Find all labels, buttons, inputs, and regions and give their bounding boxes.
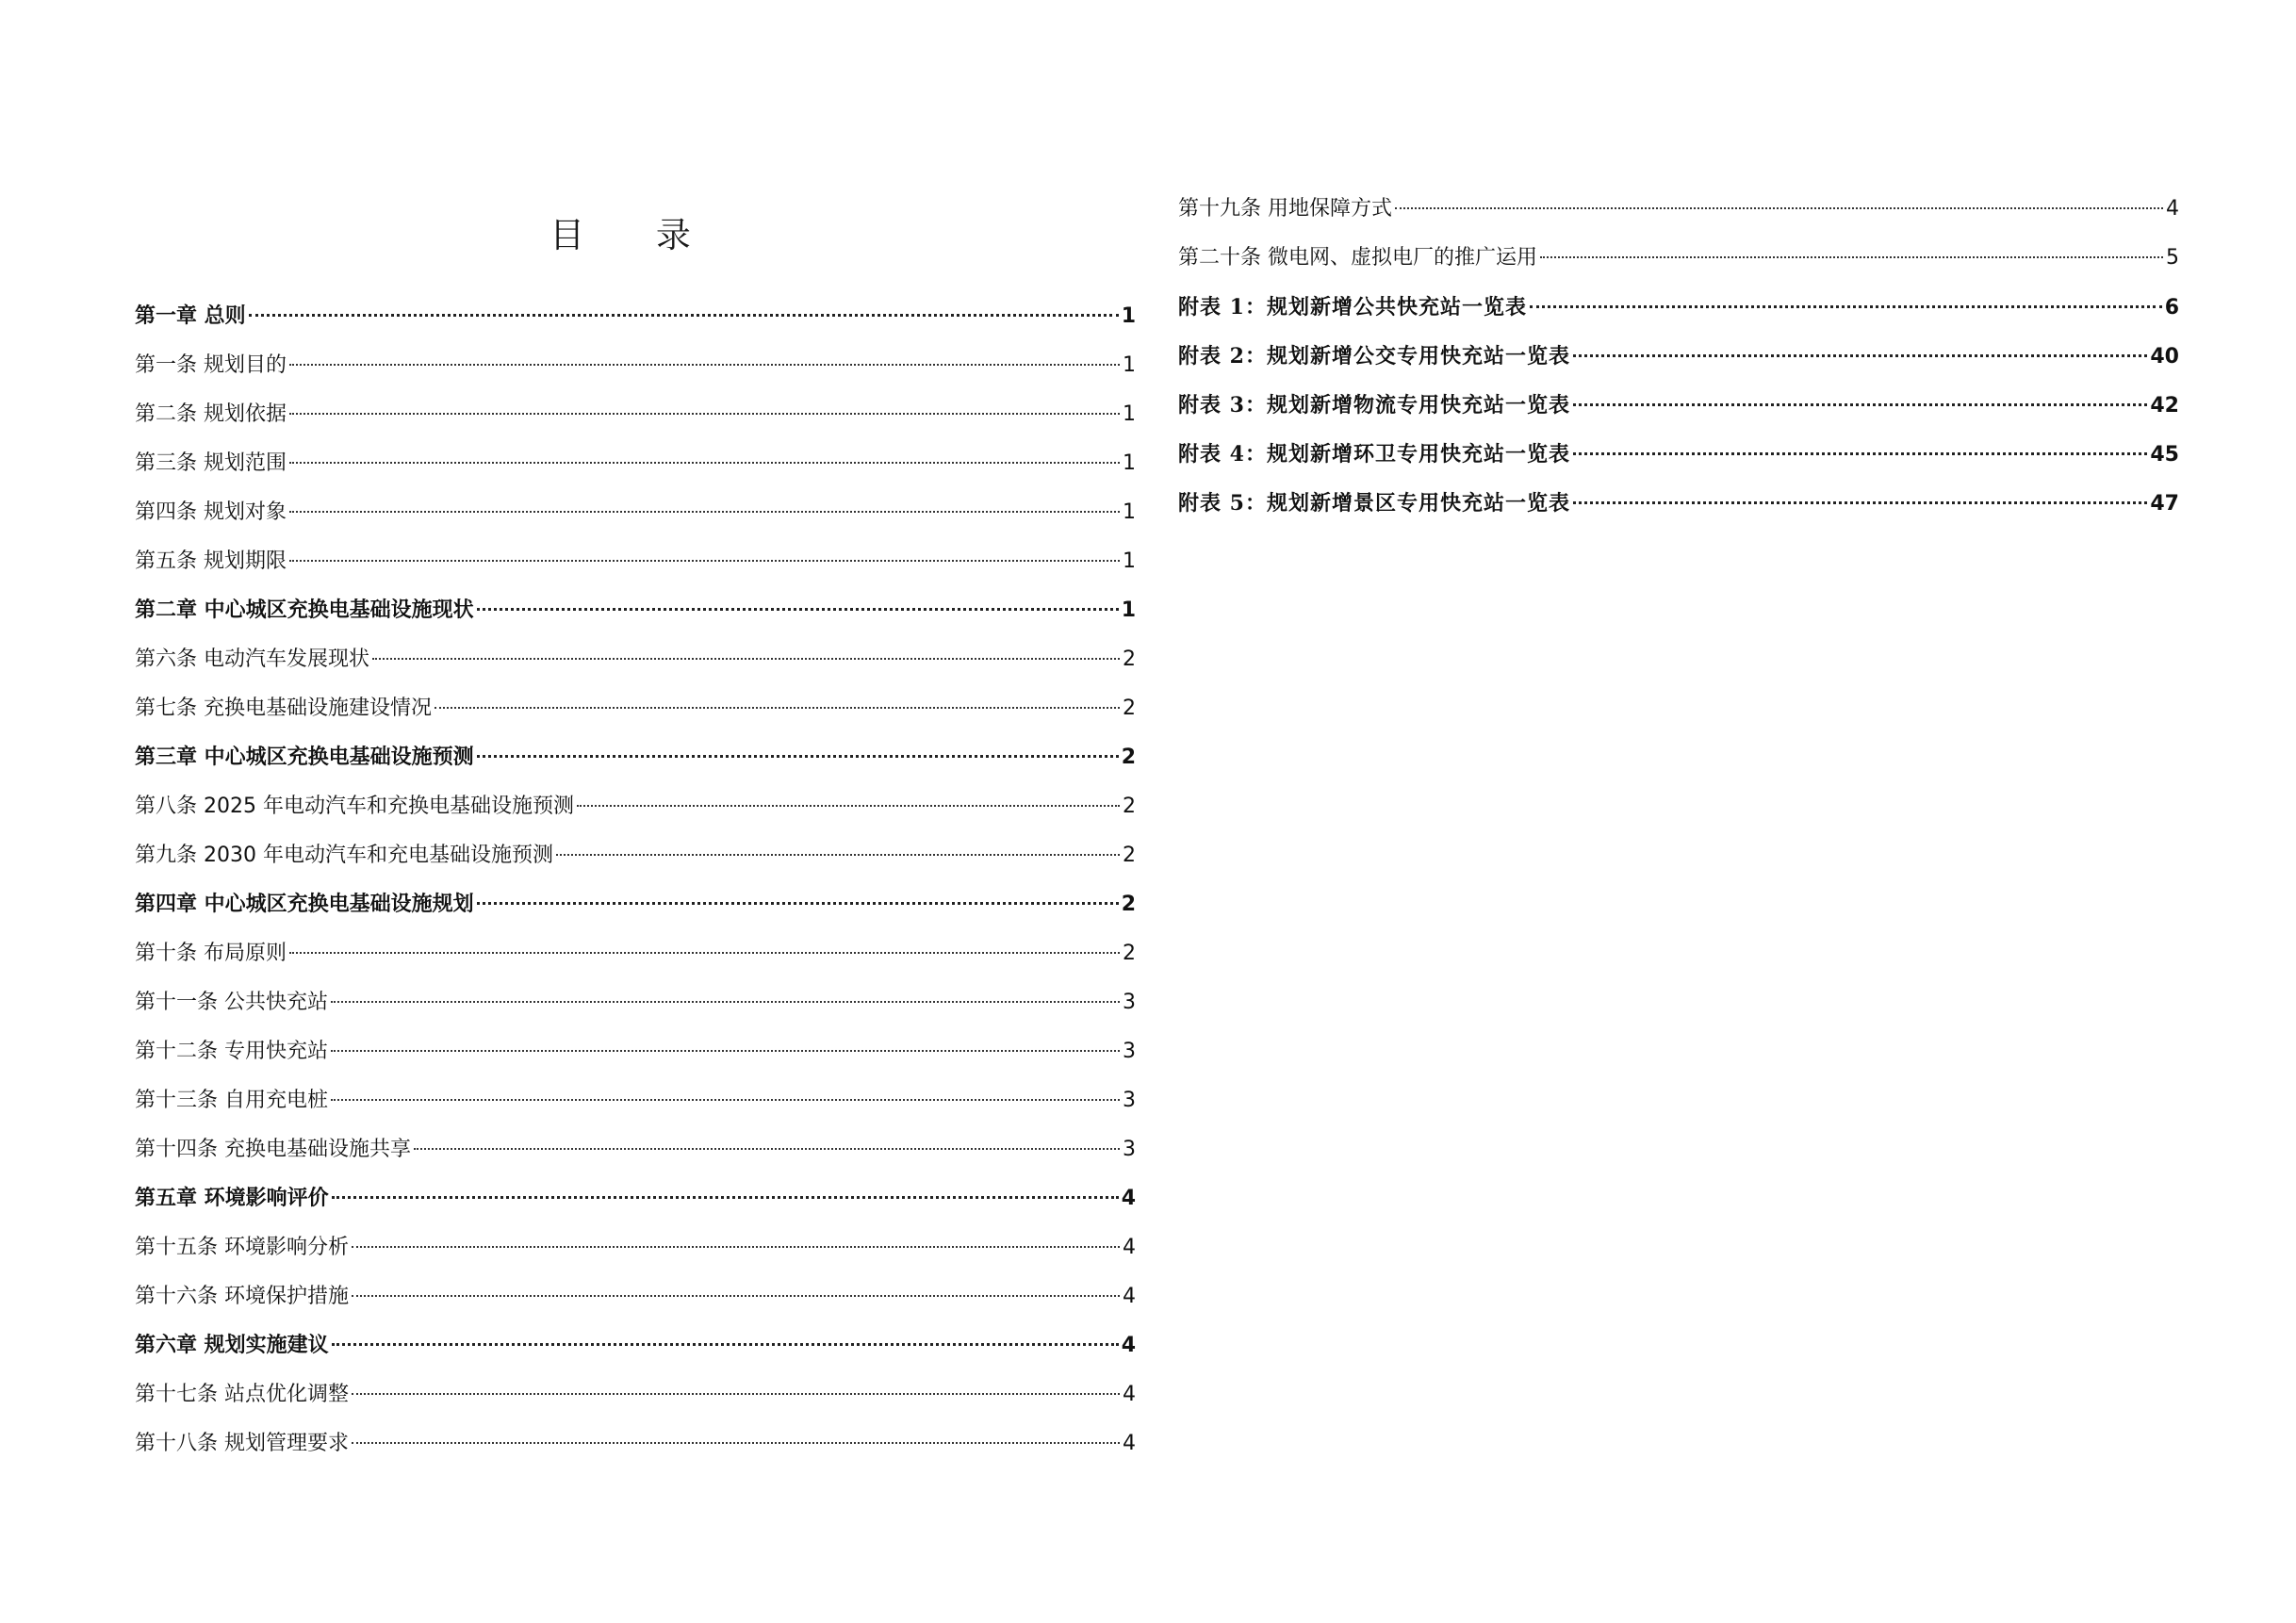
toc-article-entry[interactable] (135, 1125, 1136, 1174)
toc-entry-label: 附表 3：规划新增物流专用快充站一览表 (1178, 393, 1570, 418)
toc-entry-label: 第二条 规划依据 (135, 402, 287, 426)
toc-page-number: 1 (1123, 451, 1136, 475)
toc-appendix-entry[interactable] (1178, 381, 2179, 430)
toc-page-number: 3 (1123, 991, 1136, 1014)
toc-article-entry[interactable] (135, 782, 1136, 831)
toc-entry-label: 第六章 规划实施建议 (135, 1334, 329, 1357)
toc-article-entry[interactable] (135, 635, 1136, 684)
toc-dot-leader (289, 950, 1120, 954)
toc-article-entry[interactable] (135, 488, 1136, 537)
toc-appendix-entry[interactable] (1178, 332, 2179, 381)
toc-page-number: 2 (1123, 648, 1136, 671)
toc-article-entry[interactable] (135, 1370, 1136, 1419)
toc-entry-label: 第十二条 专用快充站 (135, 1040, 328, 1063)
toc-dot-leader (352, 1293, 1120, 1297)
toc-page-number: 3 (1123, 1138, 1136, 1161)
toc-article-entry[interactable] (135, 390, 1136, 439)
toc-article-entry[interactable] (135, 978, 1136, 1027)
toc-entry-label: 第十六条 环境保护措施 (135, 1285, 349, 1308)
toc-dot-leader (477, 606, 1119, 611)
toc-page-number: 4 (1123, 1236, 1136, 1259)
toc-right-column (1178, 185, 2179, 528)
toc-entry-label: 第十五条 环境影响分析 (135, 1236, 349, 1259)
toc-page-number: 3 (1123, 1040, 1136, 1063)
toc-dot-leader (352, 1391, 1120, 1395)
toc-article-entry[interactable] (135, 831, 1136, 880)
toc-page-number: 1 (1123, 549, 1136, 573)
toc-entry-label: 第四章 中心城区充换电基础设施规划 (135, 893, 474, 916)
toc-page-number: 4 (1121, 1187, 1136, 1210)
toc-dot-leader (332, 1194, 1119, 1199)
toc-page-number: 4 (1123, 1383, 1136, 1406)
toc-dot-leader (1573, 352, 2147, 357)
toc-dot-leader (435, 705, 1120, 709)
toc-chapter-entry[interactable] (135, 880, 1136, 929)
toc-dot-leader (477, 900, 1119, 905)
toc-entry-label: 附表 2：规划新增公交专用快充站一览表 (1178, 344, 1570, 369)
toc-page-number: 47 (2150, 492, 2179, 516)
toc-page-number: 2 (1123, 795, 1136, 818)
toc-left-column (135, 292, 1136, 1468)
toc-entry-label: 第七条 充换电基础设施建设情况 (135, 697, 432, 720)
toc-dot-leader (289, 460, 1120, 464)
toc-article-entry[interactable] (135, 1223, 1136, 1272)
toc-page-number: 40 (2150, 345, 2179, 369)
toc-entry-label: 第一条 规划目的 (135, 353, 287, 377)
toc-entry-label: 第三章 中心城区充换电基础设施预测 (135, 746, 474, 769)
toc-page-number: 6 (2164, 296, 2179, 320)
toc-page-number: 4 (1121, 1334, 1136, 1357)
toc-entry-label: 第八条 2025 年电动汽车和充换电基础设施预测 (135, 795, 574, 818)
toc-chapter-entry[interactable] (135, 1321, 1136, 1370)
toc-entry-label: 第十七条 站点优化调整 (135, 1383, 349, 1406)
toc-page-number: 4 (1123, 1285, 1136, 1308)
toc-entry-label: 第十九条 用地保障方式 (1178, 197, 1392, 221)
toc-entry-label: 第十条 布局原则 (135, 942, 287, 965)
toc-entry-label: 第九条 2030 年电动汽车和充电基础设施预测 (135, 844, 553, 867)
toc-entry-label: 第五条 规划期限 (135, 549, 287, 573)
toc-dot-leader (352, 1440, 1120, 1444)
toc-page-number: 4 (2166, 197, 2179, 221)
toc-dot-leader (1530, 303, 2162, 308)
toc-page-number: 4 (1123, 1432, 1136, 1455)
toc-article-entry[interactable] (135, 537, 1136, 586)
toc-entry-label: 第六条 电动汽车发展现状 (135, 648, 369, 671)
toc-page-number: 2 (1123, 942, 1136, 965)
toc-entry-label: 第十一条 公共快充站 (135, 991, 328, 1014)
toc-entry-label: 附表 1：规划新增公共快充站一览表 (1178, 295, 1527, 320)
toc-page-number: 42 (2150, 394, 2179, 418)
toc-dot-leader (372, 656, 1120, 660)
toc-entry-label: 第三条 规划范围 (135, 451, 287, 475)
toc-chapter-entry[interactable] (135, 586, 1136, 635)
toc-dot-leader (1573, 451, 2147, 455)
toc-dot-leader (414, 1146, 1120, 1150)
toc-dot-leader (331, 999, 1120, 1003)
toc-chapter-entry[interactable] (135, 733, 1136, 782)
toc-entry-label: 第一章 总则 (135, 304, 246, 328)
toc-page-number: 1 (1123, 500, 1136, 524)
toc-page-number: 2 (1121, 893, 1136, 916)
toc-chapter-entry[interactable] (135, 1174, 1136, 1223)
toc-article-entry[interactable] (135, 1076, 1136, 1125)
toc-page-number: 2 (1123, 844, 1136, 867)
toc-dot-leader (352, 1244, 1120, 1248)
toc-entry-label: 附表 5：规划新增景区专用快充站一览表 (1178, 491, 1570, 516)
toc-article-entry[interactable] (135, 684, 1136, 733)
toc-entry-label: 第五章 环境影响评价 (135, 1187, 329, 1210)
toc-page-number: 1 (1123, 353, 1136, 377)
toc-article-entry[interactable] (135, 929, 1136, 978)
toc-dot-leader (556, 852, 1120, 856)
toc-dot-leader (1573, 402, 2147, 406)
toc-page-number: 5 (2166, 246, 2179, 270)
toc-dot-leader (249, 312, 1119, 317)
toc-appendix-entry[interactable] (1178, 430, 2179, 479)
toc-page-number: 1 (1123, 402, 1136, 426)
toc-entry-label: 第十八条 规划管理要求 (135, 1432, 349, 1455)
toc-dot-leader (577, 803, 1120, 807)
toc-page-number: 1 (1121, 304, 1136, 328)
toc-dot-leader (1540, 254, 2163, 258)
toc-article-entry[interactable] (135, 439, 1136, 488)
toc-dot-leader (331, 1048, 1120, 1052)
toc-dot-leader (289, 411, 1120, 415)
toc-entry-label: 第二章 中心城区充换电基础设施现状 (135, 598, 474, 622)
toc-article-entry[interactable] (135, 1419, 1136, 1468)
toc-page-number: 3 (1123, 1089, 1136, 1112)
toc-dot-leader (289, 509, 1120, 513)
toc-dot-leader (289, 558, 1120, 562)
toc-page-number: 2 (1121, 746, 1136, 769)
toc-entry-label: 第十四条 充换电基础设施共享 (135, 1138, 411, 1161)
toc-dot-leader (289, 362, 1120, 366)
toc-title: 目 录 (549, 215, 721, 255)
toc-page-number: 1 (1121, 598, 1136, 622)
toc-appendix-entry[interactable] (1178, 283, 2179, 332)
toc-article-entry[interactable] (135, 341, 1136, 390)
toc-entry-label: 第四条 规划对象 (135, 500, 287, 524)
toc-dot-leader (331, 1097, 1120, 1101)
toc-chapter-entry[interactable] (135, 292, 1136, 341)
toc-entry-label: 第十三条 自用充电桩 (135, 1089, 328, 1112)
toc-page-number: 2 (1123, 697, 1136, 720)
toc-article-entry[interactable] (135, 1027, 1136, 1076)
toc-article-entry[interactable] (135, 1272, 1136, 1321)
toc-entry-label: 第二十条 微电网、虚拟电厂的推广运用 (1178, 246, 1537, 270)
toc-entry-label: 附表 4：规划新增环卫专用快充站一览表 (1178, 442, 1570, 467)
toc-dot-leader (1395, 205, 2163, 209)
toc-page-number: 45 (2150, 443, 2179, 467)
toc-dot-leader (332, 1341, 1119, 1346)
toc-dot-leader (1573, 500, 2147, 504)
toc-article-entry[interactable] (1178, 185, 2179, 234)
toc-article-entry[interactable] (1178, 234, 2179, 283)
toc-appendix-entry[interactable] (1178, 479, 2179, 528)
toc-dot-leader (477, 753, 1119, 758)
